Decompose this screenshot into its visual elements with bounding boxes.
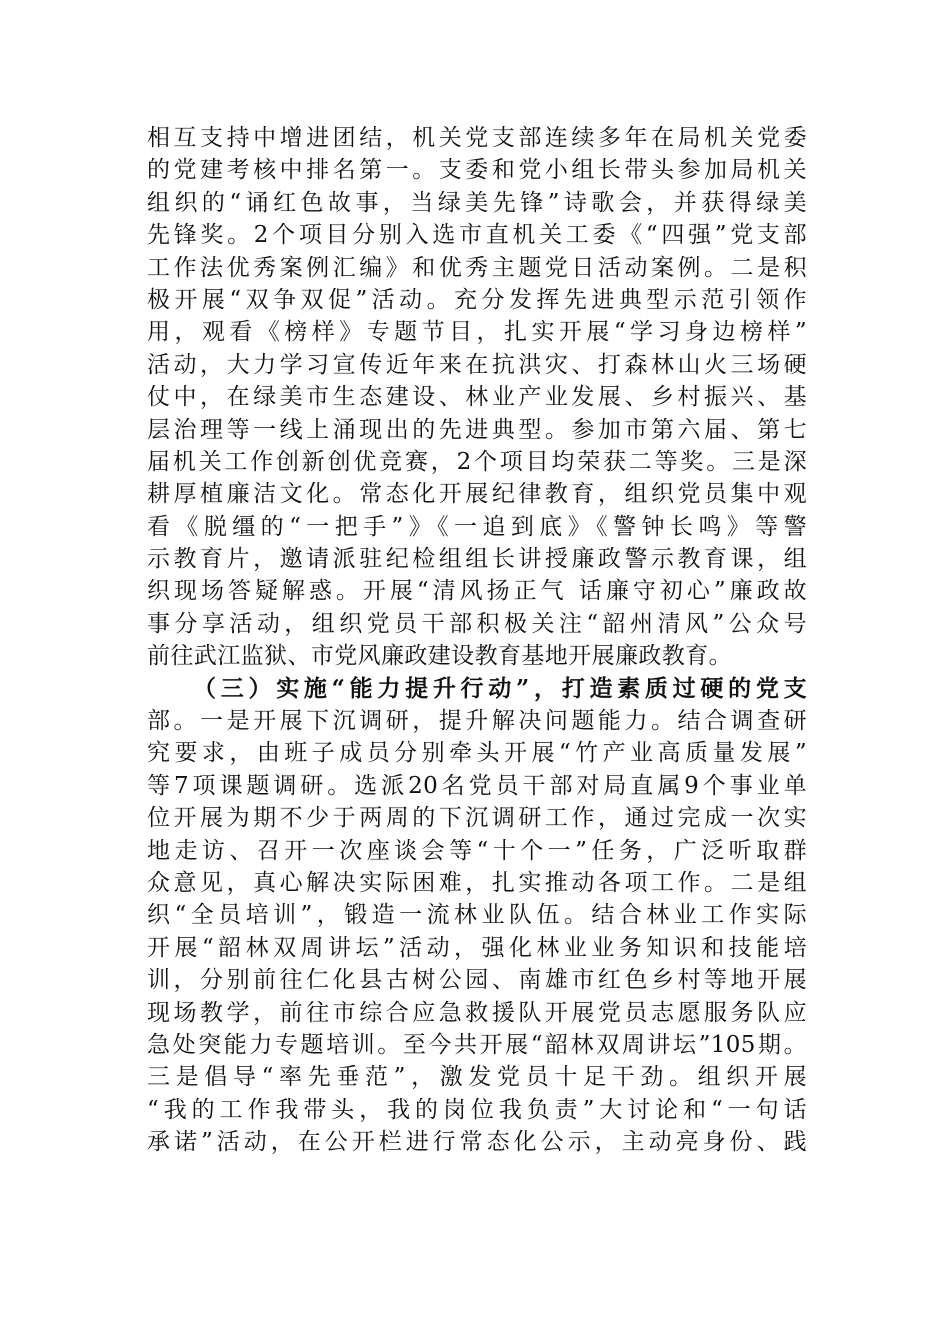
text-line: 三是倡导“率先垂范”，激发党员十足干劲。组织开展 (147, 1064, 807, 1091)
text-line: 位开展为期不少于两周的下沉调研工作，通过完成一次实 (147, 805, 807, 832)
text-line: 活动，大力学习宣传近年来在抗洪灾、打森林山火三场硬 (147, 351, 807, 378)
text-line: 部。一是开展下沉调研，提升解决问题能力。结合调查研 (147, 708, 807, 735)
text-line: 事分享活动，组织党员干部积极关注“韶州清风”公众号 (147, 610, 807, 637)
text-line: 地走访、召开一次座谈会等“十个一”任务，广泛听取群 (147, 837, 807, 864)
body-text (147, 122, 807, 1159)
text-line: 前往武江监狱、市党风廉政建设教育基地开展廉政教育。 (147, 643, 732, 670)
text-line: 训，分别前往仁化县古树公园、南雄市红色乡村等地开展 (147, 967, 807, 994)
text-line: 织现场答疑解惑。开展“清风扬正气 话廉守初心”廉政故 (147, 578, 807, 605)
text-line: 耕厚植廉洁文化。常态化开展纪律教育，组织党员集中观 (147, 481, 807, 508)
text-line: 组织的“诵红色故事，当绿美先锋”诗歌会，并获得绿美 (147, 189, 807, 216)
text-line: 急处突能力专题培训。至今共开展“韶林双周讲坛”105期。 (147, 1031, 807, 1058)
text-line: 的党建考核中排名第一。支委和党小组长带头参加局机关 (147, 157, 807, 184)
text-line: 等7项课题调研。选派20名党员干部对局直属9个事业单 (147, 772, 807, 799)
text-line: 届机关工作创新创优竞赛，2个项目均荣获二等奖。三是深 (147, 448, 807, 475)
text-line: 现场教学，前往市综合应急救援队开展党员志愿服务队应 (147, 999, 807, 1026)
text-line: 相互支持中增进团结，机关党支部连续多年在局机关党委 (147, 125, 807, 151)
text-line: 工作法优秀案例汇编》和优秀主题党日活动案例。二是积 (147, 254, 807, 281)
text-line: 承诺”活动，在公开栏进行常态化公示，主动亮身份、践 (147, 1129, 807, 1156)
text-line: 极开展“双争双促”活动。充分发挥先进典型示范引领作 (147, 286, 807, 313)
text-line: 看《脱缰的“一把手”》《一追到底》《警钟长鸣》等警 (147, 513, 807, 540)
text-line: 众意见，真心解决实际困难，扎实推动各项工作。二是组 (147, 869, 807, 896)
text-line: 先锋奖。2个项目分别入选市直机关工委《“四强”党支部 (147, 222, 807, 249)
text-line: 用，观看《榜样》专题节目，扎实开展“学习身边榜样” (147, 319, 807, 346)
text-line: 究要求，由班子成员分别牵头开展“竹产业高质量发展” (147, 740, 807, 767)
text-line: “我的工作我带头，我的岗位我负责”大讨论和“一句话 (147, 1096, 807, 1123)
text-line: 仗中，在绿美市生态建设、林业产业发展、乡村振兴、基 (147, 384, 807, 411)
text-line: 示教育片，邀请派驻纪检组组长讲授廉政警示教育课，组 (147, 546, 807, 573)
section-heading-line: （三）实施“能力提升行动”，打造素质过硬的党支 (193, 674, 807, 702)
text-line: 开展“韶林双周讲坛”活动，强化林业业务知识和技能培 (147, 934, 807, 961)
text-line: 织“全员培训”，锻造一流林业队伍。结合林业工作实际 (147, 902, 807, 929)
text-line: 层治理等一线上涌现出的先进典型。参加市第六届、第七 (147, 416, 807, 443)
